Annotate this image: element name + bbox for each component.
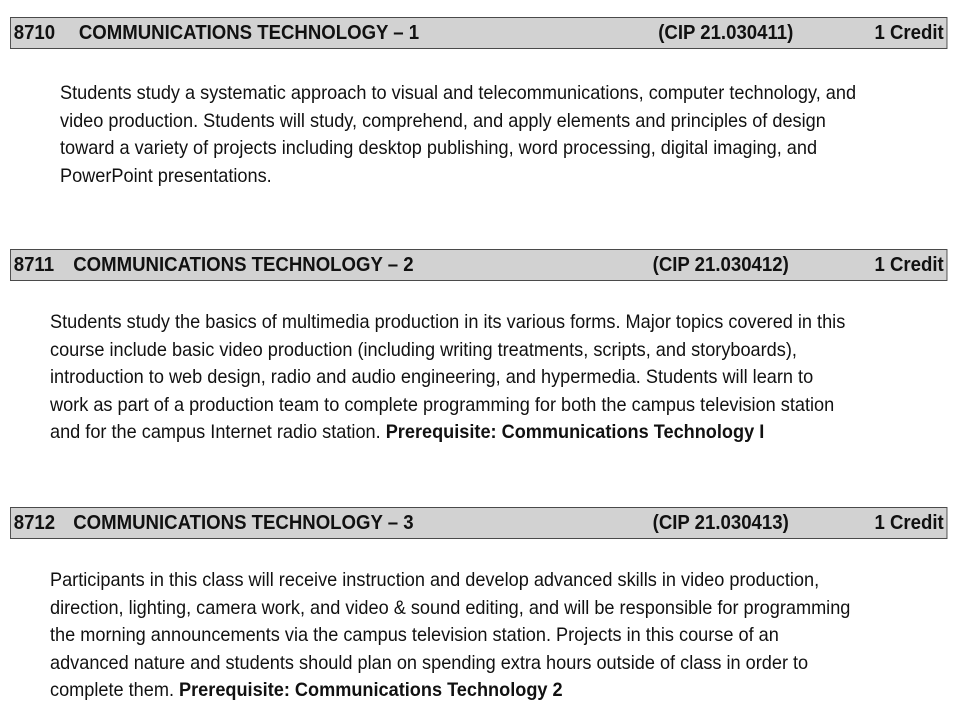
course-title: COMMUNICATIONS TECHNOLOGY – 3 bbox=[73, 512, 414, 534]
description-line: direction, lighting, camera work, and video & sound editing, and will be responsible for programming bbox=[50, 596, 851, 619]
description-line: Students study a systematic approach to visual and telecommunications, computer technology, and bbox=[60, 82, 857, 104]
description-line: advanced nature and students should plan on spending extra hours outside of class in order to bbox=[50, 651, 809, 674]
course-credit: 1 Credit bbox=[874, 512, 944, 534]
course-header-8712 bbox=[10, 507, 947, 539]
prerequisite: Prerequisite: Communications Technology 2 bbox=[179, 679, 563, 701]
course-code: 8710 bbox=[13, 22, 56, 44]
description-line: introduction to web design, radio and audio engineering, and hypermedia. Students will learn to bbox=[50, 366, 814, 388]
description-line: PowerPoint presentations. bbox=[60, 164, 272, 187]
course-code: 8711 bbox=[13, 254, 55, 276]
course-title: COMMUNICATIONS TECHNOLOGY – 2 bbox=[73, 254, 414, 276]
description-line-last bbox=[50, 677, 850, 705]
course-cip: (CIP 21.030411) bbox=[658, 22, 794, 44]
description-line: Students study the basics of multimedia production in its various forms. Major topics covered in this bbox=[50, 311, 846, 333]
course-credit: 1 Credit bbox=[874, 22, 944, 44]
course-title: COMMUNICATIONS TECHNOLOGY – 1 bbox=[78, 22, 420, 44]
course-header-8711 bbox=[10, 249, 947, 281]
description-line: video production. Students will study, comprehend, and apply elements and principles of design bbox=[60, 109, 826, 132]
description-text: complete them. bbox=[50, 679, 180, 701]
description-line-last bbox=[50, 419, 845, 447]
description-line: toward a variety of projects including desktop publishing, word processing, digital imaging, and bbox=[60, 137, 818, 159]
course-description-8712 bbox=[50, 567, 850, 705]
description-line: course include basic video production (including writing treatments, scripts, and storyboards), bbox=[50, 338, 797, 361]
course-description-8711 bbox=[50, 309, 845, 447]
description-text: and for the campus Internet radio station. bbox=[50, 421, 386, 443]
course-description-8710 bbox=[60, 80, 856, 190]
course-code: 8712 bbox=[13, 512, 56, 534]
course-header-8710 bbox=[10, 17, 947, 49]
course-credit: 1 Credit bbox=[874, 254, 944, 276]
course-cip: (CIP 21.030413) bbox=[652, 512, 789, 534]
course-cip: (CIP 21.030412) bbox=[652, 254, 789, 276]
prerequisite: Prerequisite: Communications Technology I bbox=[385, 421, 765, 443]
description-line: Participants in this class will receive instruction and develop advanced skills in video production, bbox=[50, 569, 820, 591]
description-line: the morning announcements via the campus television station. Projects in this course of an bbox=[50, 624, 779, 646]
description-line: work as part of a production team to complete programming for both the campus television station bbox=[50, 393, 835, 416]
